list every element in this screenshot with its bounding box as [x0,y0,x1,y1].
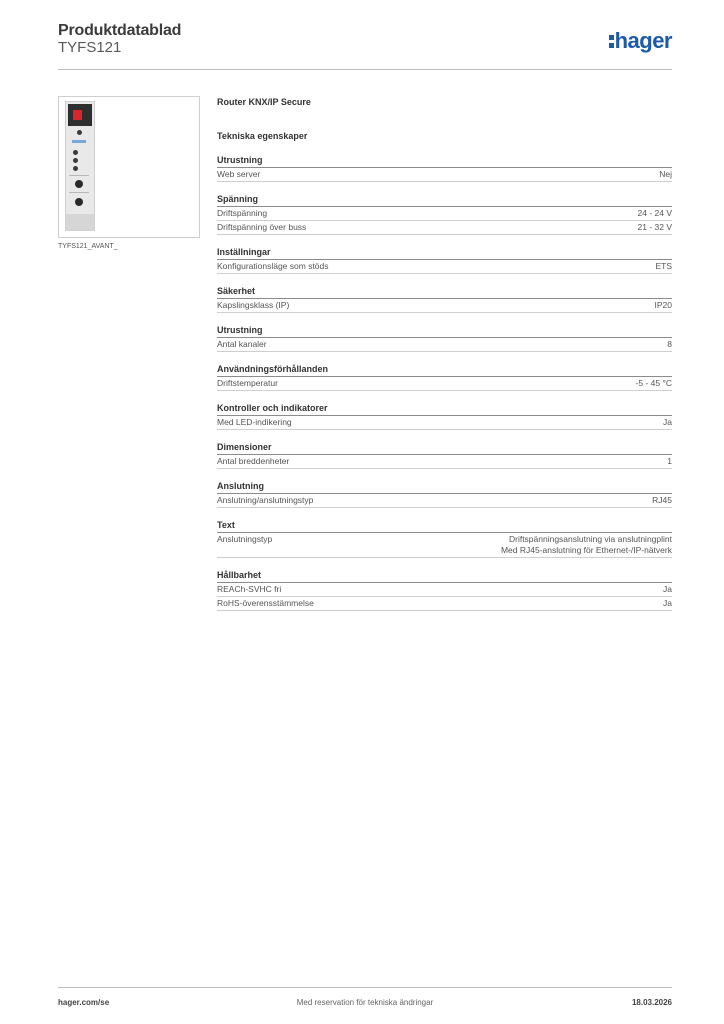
spec-value [655,260,672,273]
spec-value-line: 24 - 24 V [637,208,672,218]
spec-row [217,221,672,235]
logo-text: hager [614,28,672,53]
section-title: Användningsförhållanden [217,363,672,377]
spec-section [217,154,672,182]
page-header [58,22,672,70]
spec-value [659,168,672,181]
spec-label: Antal kanaler [217,339,267,349]
page-footer [58,987,672,1008]
specs-heading: Tekniska egenskaper [217,131,308,141]
spec-value-line: RJ45 [652,495,672,505]
spec-label: REACh-SVHC fri [217,584,282,594]
spec-row [217,207,672,221]
spec-row [217,168,672,182]
spec-value [667,338,672,351]
spec-value-line: Ja [663,598,672,608]
spec-row [217,260,672,274]
spec-value-line: Nej [659,169,672,179]
section-title: Säkerhet [217,285,672,299]
section-title: Kontroller och indikatorer [217,402,672,416]
footer-website[interactable]: hager.com/se [58,998,110,1007]
spec-section [217,441,672,469]
spec-label: Driftspänning över buss [217,222,307,232]
document-title: Produktdatablad [58,22,182,39]
spec-label: Konfigurationsläge som stöds [217,261,329,271]
spec-label: RoHS-överensstämmelse [217,598,314,608]
section-title: Dimensioner [217,441,672,455]
spec-label: Driftstemperatur [217,378,278,388]
spec-section [217,324,672,352]
spec-row [217,455,672,469]
footer-disclaimer: Med reservation för tekniska ändringar [296,998,434,1007]
spec-label: Driftspänning [217,208,268,218]
spec-label: Web server [217,169,261,179]
section-title: Spänning [217,193,672,207]
spec-value [636,377,672,390]
spec-section [217,363,672,391]
spec-section [217,193,672,235]
spec-section [217,480,672,508]
spec-value-line: Ja [663,417,672,427]
spec-value [667,455,672,468]
spec-label: Med LED-indikering [217,417,292,427]
spec-label: Antal breddenheter [217,456,290,466]
spec-row [217,533,672,558]
footer-date: 18.03.2026 [631,998,672,1007]
spec-value [638,207,673,220]
spec-section [217,519,672,558]
brand-logo [609,28,672,54]
spec-value-line: 21 - 32 V [637,222,672,232]
spec-section [217,402,672,430]
spec-value [638,221,673,234]
spec-label: Kapslingsklass (IP) [217,300,290,310]
image-caption: TYFS121_AVANT_ [58,243,118,250]
spec-value-line: Med RJ45-anslutning för Ethernet-/IP-nätverk [500,545,672,555]
product-image [58,96,200,238]
spec-sections [217,154,672,611]
spec-row [217,416,672,430]
spec-section [217,246,672,274]
logo-mark-icon [609,33,614,49]
spec-value [663,416,672,429]
spec-section [217,569,672,611]
spec-label: Anslutning/anslutningstyp [217,495,314,505]
spec-label: Anslutningstyp [217,534,273,544]
section-title: Text [217,519,672,533]
spec-value [501,534,672,556]
spec-row [217,338,672,352]
device-illustration-icon [65,101,95,231]
section-title: Utrustning [217,324,672,338]
spec-value-line: Driftspänningsanslutning via anslutningplint [508,534,672,544]
spec-value-line: 1 [667,456,672,466]
spec-value-line: IP20 [654,300,672,310]
spec-value-line: Ja [663,584,672,594]
section-title: Inställningar [217,246,672,260]
spec-value [655,299,673,312]
spec-content [217,96,672,611]
section-title: Anslutning [217,480,672,494]
section-title: Hållbarhet [217,569,672,583]
section-title: Utrustning [217,154,672,168]
spec-section [217,285,672,313]
spec-value-line: ETS [655,261,672,271]
spec-value [652,494,672,507]
product-name: Router KNX/IP Secure [217,97,311,107]
spec-value [663,583,672,596]
spec-value-line: -5 - 45 °C [635,378,672,388]
spec-row [217,299,672,313]
spec-row [217,597,672,611]
spec-value [663,597,672,610]
product-code: TYFS121 [58,39,122,56]
spec-row [217,494,672,508]
spec-row [217,377,672,391]
spec-value-line: 8 [667,339,672,349]
spec-row [217,583,672,597]
